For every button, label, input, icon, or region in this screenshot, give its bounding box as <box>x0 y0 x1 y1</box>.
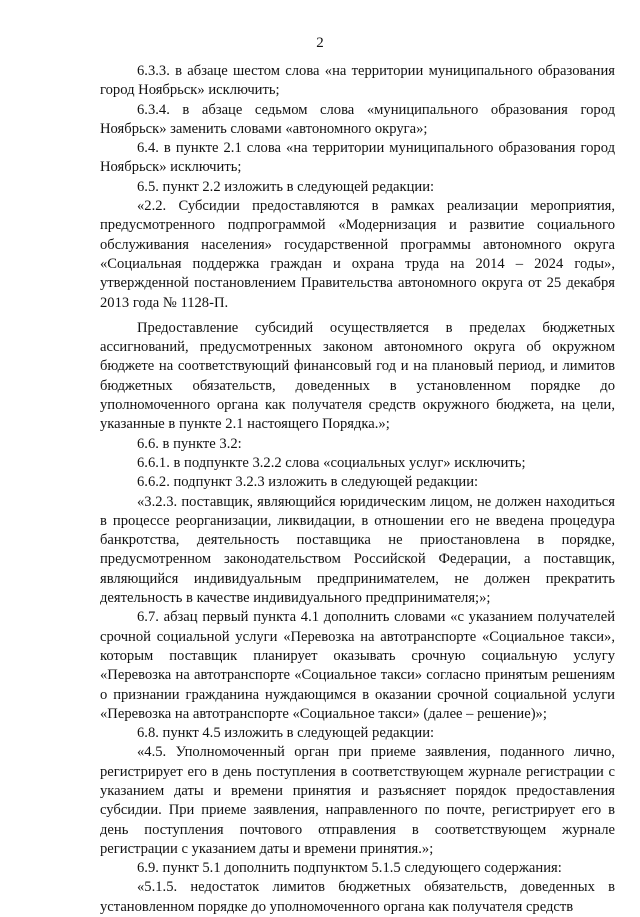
paragraph-3-2-3-quote: «3.2.3. поставщик, являющийся юридическим лицом, не должен находиться в процессе реорганизации, ликвидации, в отношении его не введена процедура банкротства, деятельность поставщика не приостановлена в порядке, предусмотренном законодательством Российской Федерации, а поставщик, являющийся индивидуальным предпринимателем, не должен прекратить деятельность в качестве индивидуального предпринимателя;»; <box>100 493 615 607</box>
page-number: 2 <box>316 35 324 51</box>
paragraph-6-7: 6.7. абзац первый пункта 4.1 дополнить словами «с указанием получателей срочной социальной услуги «Перевозка на автотранспорте «Социальное такси», которым поставщик планирует оказывать срочную социальную услугу «Перевозка на автотранспорте «Социальное такси» согласно принятым решениям о признании гражданина нуждающимся в оказании срочной социальной услуги «Перевозка на автотранспорте «Социальное такси» (далее – решение)»; <box>100 609 615 722</box>
paragraph-6-6: 6.6. в пункте 3.2: <box>137 435 242 452</box>
paragraph-subsidy-limits: Предоставление субсидий осуществляется в пределах бюджетных ассигнований, предусмотренных законом автономного округа об окружном бюджете на соответствующий финансовый год и на плановый период, и лимитов бюджетных обязательств, доведенных в установленном порядке до уполномоченного органа как получателя средств окружного бюджета, на цели, указанные в пункте 2.1 настоящего Порядка.»; <box>100 319 615 433</box>
paragraph-6-8: 6.8. пункт 4.5 изложить в следующей редакции: <box>137 725 435 742</box>
paragraph-6-3-4: 6.3.4. в абзаце седьмом слова «муниципального образования город Ноябрьск» заменить словами «автономного округа»; <box>100 101 615 137</box>
paragraph-6-5: 6.5. пункт 2.2 изложить в следующей редакции: <box>137 178 435 195</box>
paragraph-6-9: 6.9. пункт 5.1 дополнить подпунктом 5.1.5 следующего содержания: <box>137 860 562 877</box>
paragraph-5-1-5-quote: «5.1.5. недостаток лимитов бюджетных обязательств, доведенных в установленном порядке до уполномоченного органа как получателя средств <box>100 879 615 915</box>
document-body <box>100 62 615 917</box>
paragraph-6-4: 6.4. в пункте 2.1 слова «на территории муниципального образования город Ноябрьск» исключить; <box>100 140 615 176</box>
paragraph-2-2-quote: «2.2. Субсидии предоставляются в рамках реализации мероприятия, предусмотренного подпрограммой «Модернизация и развитие социального обслуживания населения» государственной программы автономного округа «Социальная поддержка граждан и охрана труда на 2014 – 2024 годы», утвержденной постановлением Правительства автономного округа от 25 декабря 2013 года № 1128-П. <box>100 198 615 311</box>
paragraph-6-6-2: 6.6.2. подпункт 3.2.3 изложить в следующей редакции: <box>137 474 479 491</box>
paragraph-4-5-quote: «4.5. Уполномоченный орган при приеме заявления, поданного лично, регистрирует его в день поступления в соответствующем журнале регистрации с указанием даты и времени принятия и разъясняет порядок предоставления субсидии. При приеме заявления, направленного по почте, регистрирует его в день поступления почтового отправления в соответствующем журнале регистрации с указанием даты и времени принятия.»; <box>100 744 615 857</box>
paragraph-6-6-1: 6.6.1. в подпункте 3.2.2 слова «социальных услуг» исключить; <box>137 454 526 471</box>
paragraph-6-3-3: 6.3.3. в абзаце шестом слова «на территории муниципального образования город Ноябрьск» исключить; <box>100 63 615 99</box>
